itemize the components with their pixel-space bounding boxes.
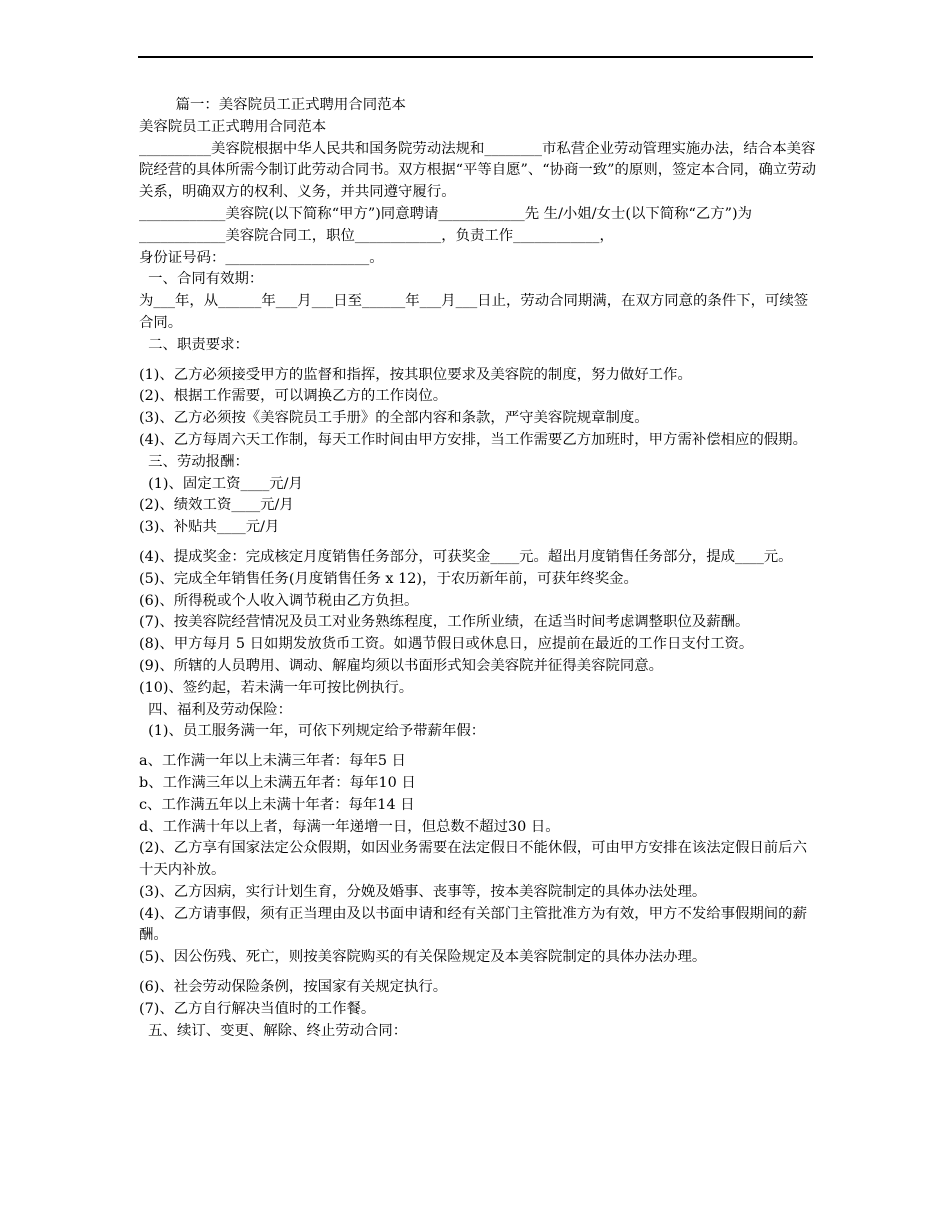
list-item: (5)、因公伤残、死亡，则按美容院购买的有关保险规定及本美容院制定的具体办法办理。 [139, 949, 707, 966]
list-item: (2)、绩效工资____元/月 [139, 497, 294, 514]
list-item: b、工作满三年以上未满五年者：每年10 日 [139, 774, 416, 791]
list-item: (3)、乙方因病，实行计划生育，分娩及婚事、丧事等，按本美容院制定的具体办法处理。 [139, 883, 707, 900]
list-item: (4)、提成奖金：完成核定月度销售任务部分，可获奖金____元。超出月度销售任务部分，提成____元。(5)、完成全年销售任务(月度销售任务 x 12)，于农历新年前，可获年终奖金。 [139, 548, 793, 587]
list-item: (3)、补贴共____元/月 [139, 519, 280, 536]
paragraph: __________美容院根据中华人民共和国务院劳动法规和________市私营企业劳动管理实施办法，结合本美容院经营的具体所需今制订此劳动合同书。双方根据“平等自愿”、“协商一致”的原则，签定本合同，确立劳动关系，明确双方的权利、义务，并共同遵守履行。 [139, 140, 817, 201]
section-heading: 三、劳动报酬： [139, 453, 249, 470]
section-heading: 篇一：美容院员工正式聘用合同范本 [139, 97, 406, 113]
list-item: (4)、乙方每周六天工作制，每天工作时间由甲方安排，当工作需要乙方加班时，甲方需补偿相应的假期。 [139, 431, 807, 448]
list-item: (9)、所辖的人员聘用、调动、解雇均须以书面形式知会美容院并征得美容院同意。 [139, 657, 664, 674]
list-item: (7)、按美容院经营情况及员工对业务熟练程度，工作所业绩，在适当时间考虑调整职位及薪酬。 [139, 614, 750, 631]
list-item: (1)、乙方必须接受甲方的监督和指挥，按其职位要求及美容院的制度，努力做好工作。 [139, 366, 692, 383]
list-item: (1)、员工服务满一年，可依下列规定给予带薪年假： [139, 723, 486, 740]
document-body [139, 95, 819, 1042]
list-item: (4)、乙方请事假，须有正当理由及以书面申请和经有关部门主管批准方为有效，甲方不发给事假期间的薪酬。 [139, 905, 807, 944]
list-item: d、工作满十年以上者，每满一年递增一日，但总数不超过30 日。 [139, 818, 560, 835]
list-item: (2)、根据工作需要，可以调换乙方的工作岗位。 [139, 388, 448, 405]
paragraph: 为___年，从______年___月___日至______年___月___日止，劳动合同期满，在双方同意的条件下，可续签合同。 [139, 293, 809, 331]
list-item: a、工作满一年以上未满三年者：每年5 日 [139, 753, 406, 770]
list-item: (6)、所得税或个人收入调节税由乙方负担。 [139, 592, 419, 609]
paragraph: ____________美容院(以下简称“甲方”)同意聘请____________先 生/小姐/女士(以下简称“乙方”)为____________美容院合同工，职位____________，负责工作____________， [139, 205, 753, 244]
list-item: (1)、固定工资____元/月 [139, 475, 303, 492]
paragraph: 身份证号码：____________________。 [139, 249, 384, 266]
list-item: (10)、签约起，若未满一年可按比例执行。 [139, 679, 414, 696]
list-item: (8)、甲方每月 5 日如期发放货币工资。如遇节假日或休息日，应提前在最近的工作日支付工资。 [139, 636, 754, 653]
list-item: (6)、社会劳动保险条例，按国家有关规定执行。 [139, 979, 448, 996]
section-heading: 四、福利及劳动保险： [139, 701, 293, 718]
list-item: (7)、乙方自行解决当值时的工作餐。 [139, 1000, 376, 1017]
section-heading: 一、合同有效期： [139, 271, 264, 288]
list-item: c、工作满五年以上未满十年者：每年14 日 [139, 796, 415, 813]
section-heading: 五、续订、变更、解除、终止劳动合同： [139, 1022, 408, 1039]
list-item: (2)、乙方享有国家法定公众假期，如因业务需要在法定假日不能休假，可由甲方安排在该法定假日前后六十天内补放。 [139, 840, 807, 879]
list-item: (3)、乙方必须按《美容院员工手册》的全部内容和条款，严守美容院规章制度。 [139, 410, 649, 427]
header-rule [138, 56, 813, 58]
contract-title: 美容院员工正式聘用合同范本 [139, 118, 327, 135]
section-heading: 二、职责要求： [139, 336, 249, 353]
